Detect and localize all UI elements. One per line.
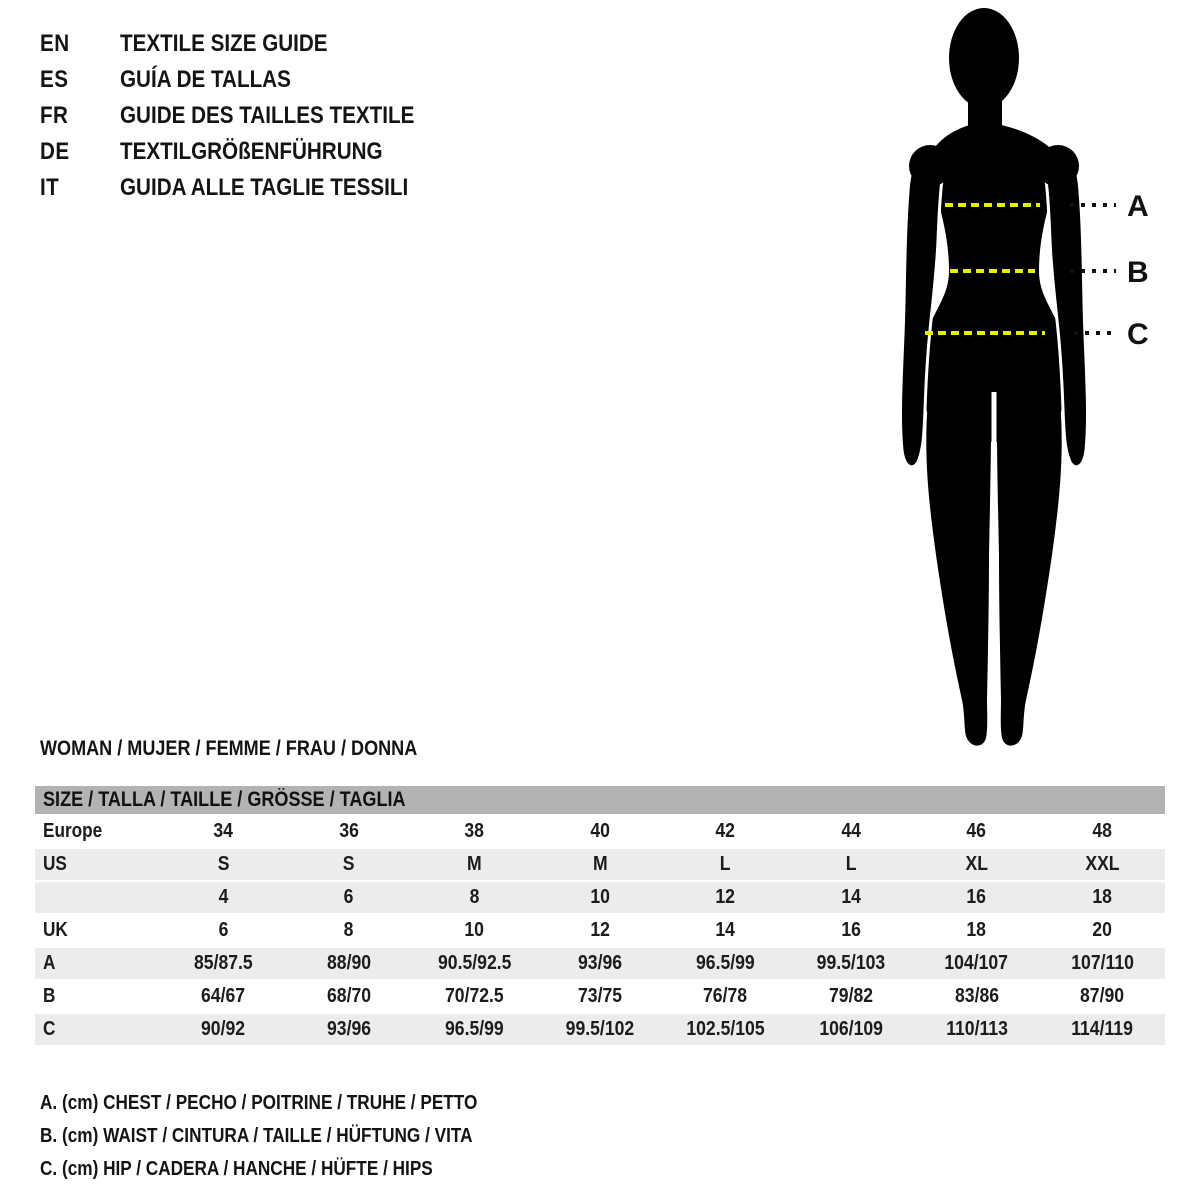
language-code: EN [40, 29, 70, 57]
table-cell: 6 [286, 881, 412, 914]
table-cell: 12 [663, 881, 789, 914]
measurement-legend [40, 1092, 549, 1191]
table-row-us-letters [35, 848, 1165, 881]
table-cell: 44 [788, 815, 914, 848]
table-cell: 99.5/102 [537, 1013, 663, 1046]
language-title: TEXTILE SIZE GUIDE [120, 29, 328, 57]
table-cell: 20 [1039, 914, 1165, 947]
language-code: FR [40, 101, 69, 129]
table-cell: 104/107 [914, 947, 1040, 980]
table-cell: 10 [537, 881, 663, 914]
row-label: Europe [35, 815, 161, 848]
row-label: US [35, 848, 161, 881]
table-cell: L [788, 848, 914, 881]
table-cell: M [537, 848, 663, 881]
table-cell: 4 [161, 881, 287, 914]
table-cell: 99.5/103 [788, 947, 914, 980]
language-row-es [40, 66, 462, 93]
language-title: TEXTILGRÖßENFÜHRUNG [120, 137, 383, 165]
silhouette-left-leg [926, 400, 991, 746]
language-code: ES [40, 65, 69, 93]
table-row-waist-b [35, 980, 1165, 1013]
table-cell: 85/87.5 [161, 947, 287, 980]
table-row-chest-a [35, 947, 1165, 980]
measure-label-b: B [1127, 256, 1149, 289]
language-row-en [40, 30, 462, 57]
size-table [35, 786, 1165, 1047]
table-cell: 64/67 [161, 980, 287, 1013]
row-label: C [35, 1013, 161, 1046]
table-cell: L [663, 848, 789, 881]
table-cell: 73/75 [537, 980, 663, 1013]
language-row-de [40, 138, 462, 165]
language-title: GUIDE DES TAILLES TEXTILE [120, 101, 415, 129]
table-cell: 12 [537, 914, 663, 947]
table-cell: XL [914, 848, 1040, 881]
table-cell: 6 [161, 914, 287, 947]
table-cell: 10 [412, 914, 538, 947]
table-cell: S [286, 848, 412, 881]
silhouette-head [949, 8, 1019, 108]
language-code: DE [40, 137, 70, 165]
language-row-fr [40, 102, 462, 129]
table-cell: 83/86 [914, 980, 1040, 1013]
table-cell: 93/96 [286, 1013, 412, 1046]
woman-silhouette-figure [868, 0, 1200, 760]
table-cell: 18 [1039, 881, 1165, 914]
row-label: A [35, 947, 161, 980]
table-row-hip-c [35, 1013, 1165, 1046]
table-cell: S [161, 848, 287, 881]
language-row-it [40, 174, 462, 201]
size-table-header-row [35, 786, 1165, 815]
legend-hip: C. (cm) HIP / CADERA / HANCHE / HÜFTE / HIPS [40, 1158, 433, 1180]
table-cell: M [412, 848, 538, 881]
table-cell: 40 [537, 815, 663, 848]
table-cell: 36 [286, 815, 412, 848]
table-cell: 16 [788, 914, 914, 947]
legend-waist: B. (cm) WAIST / CINTURA / TAILLE / HÜFTUNG / VITA [40, 1125, 473, 1147]
table-cell: 107/110 [1039, 947, 1165, 980]
table-cell: 42 [663, 815, 789, 848]
table-cell: 106/109 [788, 1013, 914, 1046]
measure-label-c: C [1127, 318, 1149, 351]
row-label [35, 881, 161, 914]
table-cell: 114/119 [1039, 1013, 1165, 1046]
table-cell: 87/90 [1039, 980, 1165, 1013]
table-row-us-numbers [35, 881, 1165, 914]
table-row-europe [35, 815, 1165, 848]
language-title: GUIDA ALLE TAGLIE TESSILI [120, 173, 409, 201]
table-cell: 90/92 [161, 1013, 287, 1046]
table-cell: 8 [412, 881, 538, 914]
gender-heading: WOMAN / MUJER / FEMME / FRAU / DONNA [40, 737, 418, 760]
table-cell: 70/72.5 [412, 980, 538, 1013]
table-cell: 110/113 [914, 1013, 1040, 1046]
silhouette-right-leg [997, 400, 1062, 746]
measure-label-a: A [1127, 190, 1149, 223]
table-cell: 88/90 [286, 947, 412, 980]
legend-chest: A. (cm) CHEST / PECHO / POITRINE / TRUHE / PETTO [40, 1092, 478, 1114]
table-cell: 102.5/105 [663, 1013, 789, 1046]
table-cell: 46 [914, 815, 1040, 848]
size-table-header: SIZE / TALLA / TAILLE / GRÖSSE / TAGLIA [35, 786, 1165, 815]
table-cell: 8 [286, 914, 412, 947]
table-cell: 16 [914, 881, 1040, 914]
table-cell: 76/78 [663, 980, 789, 1013]
table-cell: 38 [412, 815, 538, 848]
table-cell: XXL [1039, 848, 1165, 881]
language-title-block [40, 30, 462, 210]
language-title: GUÍA DE TALLAS [120, 65, 291, 93]
table-cell: 90.5/92.5 [412, 947, 538, 980]
table-cell: 14 [663, 914, 789, 947]
row-label: UK [35, 914, 161, 947]
row-label: B [35, 980, 161, 1013]
table-cell: 34 [161, 815, 287, 848]
table-cell: 14 [788, 881, 914, 914]
silhouette-left-shoulder [909, 145, 951, 187]
table-cell: 93/96 [537, 947, 663, 980]
table-row-uk [35, 914, 1165, 947]
table-cell: 96.5/99 [663, 947, 789, 980]
table-cell: 96.5/99 [412, 1013, 538, 1046]
language-code: IT [40, 173, 60, 201]
silhouette-right-shoulder [1037, 145, 1079, 187]
table-cell: 79/82 [788, 980, 914, 1013]
table-cell: 68/70 [286, 980, 412, 1013]
table-cell: 18 [914, 914, 1040, 947]
table-cell: 48 [1039, 815, 1165, 848]
